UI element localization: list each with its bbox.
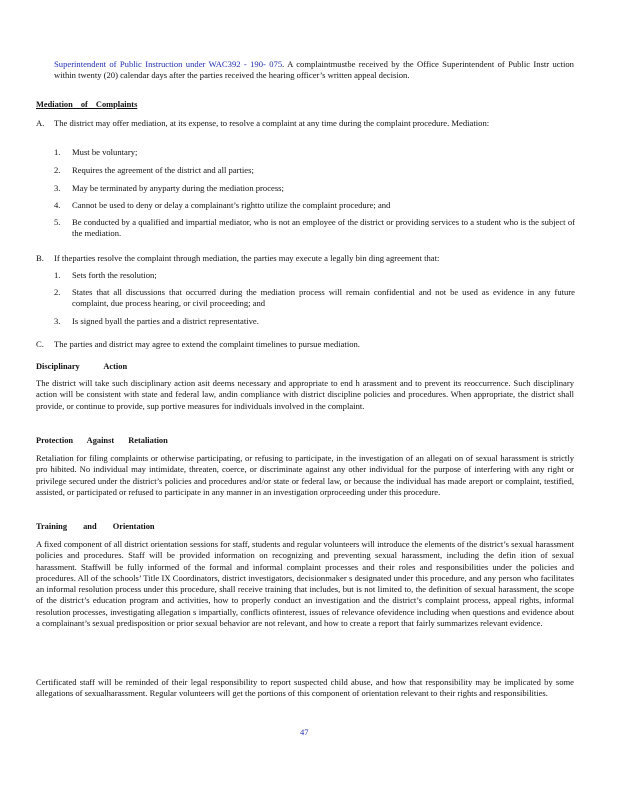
wac-reference-link[interactable]: Superintendent of Public Instruction under WAC392 - 190- 075 bbox=[54, 59, 283, 69]
b-item-3-num: 3. bbox=[54, 316, 61, 326]
item-a-text: The district may offer mediation, at its expense, to resolve a complaint at any time during the complaint procedure. Mediation: bbox=[54, 118, 490, 128]
item-a-label: A. bbox=[36, 118, 45, 128]
item-c-label: C. bbox=[36, 339, 44, 349]
disciplinary-paragraph: The district will take such disciplinary action asit deems necessary and appropriate to end h arassment and to prevent its reoccurrence. Such disciplinary action will be consistent with state and federal law, andin compliance with district discipline policies and procedures. When appropriate, the district shall provide, or continue to provide, sup portive measures for individuals involved in the complaint. bbox=[36, 378, 574, 411]
a-item-5-num: 5. bbox=[54, 217, 61, 227]
b-item-3-text: Is signed byall the parties and a district representative. bbox=[72, 316, 259, 326]
b-item-1-num: 1. bbox=[54, 270, 61, 280]
intro-paragraph bbox=[54, 59, 574, 82]
item-b-text: If theparties resolve the complaint through mediation, the parties may execute a legally bin ding agreement that: bbox=[54, 253, 440, 263]
a-item-2-num: 2. bbox=[54, 165, 61, 175]
a-item-2-text: Requires the agreement of the district and all parties; bbox=[72, 165, 254, 175]
b-item-2-num: 2. bbox=[54, 287, 61, 297]
a-item-1-num: 1. bbox=[54, 147, 61, 157]
page-number: 47 bbox=[300, 727, 309, 737]
a-item-3-num: 3. bbox=[54, 183, 61, 193]
a-item-1-text: Must be voluntary; bbox=[72, 147, 138, 157]
training-heading: Training and Orientation bbox=[36, 522, 155, 531]
item-c-text: The parties and district may agree to extend the complaint timelines to pursue mediation. bbox=[54, 339, 360, 349]
protection-paragraph: Retaliation for filing complaints or otherwise participating, or refusing to participate, in the investigation of an allegati on of sexual harassment is strictly pro hibited. No individual may intimidate, threaten, coerce, or discriminate against any other individual for the purpose of interfering with any right or privilege secured under the district’s policies and procedures and/or state or federal law, or because the individual has made areport or complaint, testified, assisted, or participated or refused to participate in any manner in an investigation orproceeding under this procedure. bbox=[36, 453, 574, 497]
disciplinary-heading: Disciplinary Action bbox=[36, 362, 128, 371]
protection-heading: Protection Against Retaliation bbox=[36, 436, 168, 445]
item-b-label: B. bbox=[36, 253, 44, 263]
a-item-5-text: Be conducted by a qualified and impartial mediator, who is not an employee of the district or providing services to a student who is the subject of the mediation. bbox=[72, 217, 575, 239]
b-item-1-text: Sets forth the resolution; bbox=[72, 270, 157, 280]
a-item-4-num: 4. bbox=[54, 200, 61, 210]
a-item-3-text: May be terminated by anyparty during the mediation process; bbox=[72, 183, 284, 193]
a-item-4-text: Cannot be used to deny or delay a complainant’s rightto utilize the complaint procedure; and bbox=[72, 200, 391, 210]
mediation-heading: Mediation of Complaints bbox=[36, 100, 138, 109]
b-item-2-text: States that all discussions that occurred during the mediation process will remain confidential and not be used as evidence in any future complaint, due process hearing, or civil proceeding; and bbox=[72, 287, 575, 309]
training-paragraph-1: A fixed component of all district orientation sessions for staff, students and regular volunteers will introduce the elements of the district’s sexual harassment policies and procedures. Staff will be provided information on recognizing and preventing sexual harassment, including the defin ition of sexual harassment. Staffwill be fully informed of the formal and informal complaint processes and their roles and responsibilities under the policies and procedures. All of the schools’ Title IX Coordinators, district investigators, decisionmaker s designated under this procedure, and any person who facilitates an informal resolution process under this procedure, shall receive training that includes, but is not limited to, the definition of sexual harassment, the scope of the district’s education program and activities, how to properly conduct an investigation and the district’s complaint process, appeal rights, informal resolution processes, investigating allegation s impartially, conflicts ofinterest, issues of relevance ofevidence including when questions and evidence about a complainant’s sexual predisposition or prior sexual behavior are not relevant, and how to create a report that fairly summarizes relevant evidence. bbox=[36, 539, 574, 629]
training-paragraph-2: Certificated staff will be reminded of their legal responsibility to report suspected child abuse, and how that responsibility may be implicated by some allegations of sexualharassment. Regular volunteers will get the portions of this component of orientation relevant to their rights and responsibilities. bbox=[36, 677, 574, 699]
intro-text: . A complaintmustbe received by the Office Superintendent of Public Instr uction within twenty (20) calendar days after the parties received the hearing officer’s written appeal decision. bbox=[54, 59, 574, 81]
